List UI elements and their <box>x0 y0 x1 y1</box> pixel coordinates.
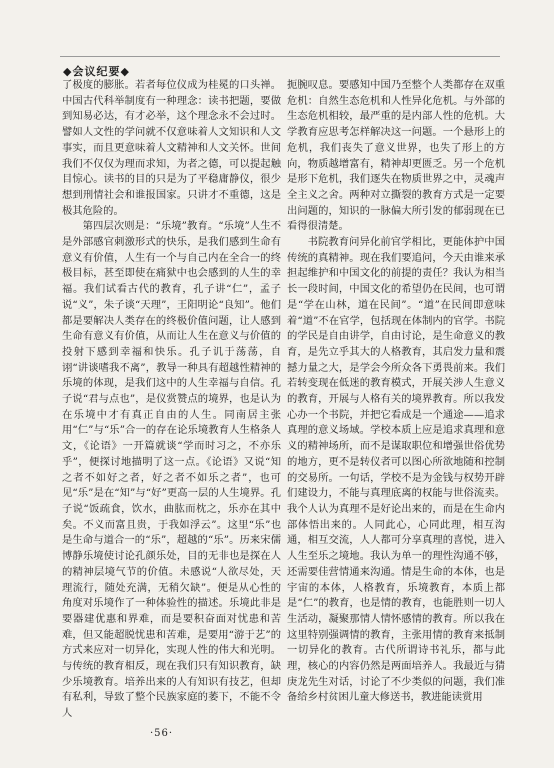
section-header: ◆会议纪要◆ <box>63 65 130 78</box>
page-number: ·56· <box>150 728 174 739</box>
left-column <box>62 78 281 722</box>
top-rule <box>60 56 500 57</box>
paragraph: 扼腕叹息。要感知中国乃至整个人类都存在双重危机：自然生态危机和人性异化危机。与外部的生态危机相较，最严重的是内部人性的危机。大学教育应思考怎样解决这一问题。一个悬形上的危机，我们丧失了意义世界，也失了形上的方向，物质越增富有，精神却更匮乏。另一个危机是形下危机，我们逐失在物质世界之中，灵魂声全主义之舍。两种对立撕裂的教育方式是一定要出问题的，知识的一脉偏大所引发的郁弱现在已看得很清楚。 <box>287 79 505 233</box>
paragraph: 了极度的膨胀。若者每位仪成为桂冕的口头禅。中国古代科举制度有一种理念：读书把题，要做到知易必达，有才必举，这个理念永不会过时。譬如人文性的学问就不仅意味着人文知识和人文事实，而且更意味着人文精神和人文关怀。世间我们不仅仅为理而求知，为者之德，可以提起触目惊心。读书的目的只是为了平稳庸静仪，很少想到刑情社会和谁报国家。只讲才不重德，这是极其危险的。 <box>62 79 281 217</box>
right-column <box>287 78 505 706</box>
paragraph: 第四层次则是：“乐境”教育。“乐境”人生不是外部感官刺激形式的快乐，是我们感到生命有意义有价值，人生有一个与自己内在全合一的终极目标，甚至即使在痛狱中也会感到的人生的幸福。我们试看古代的教育，孔子讲“仁”，孟子说“义”，朱子谈“天理”，王阳明论“良知”。他们都是要解决人类存在的终极价值问题，让人感到生命有意义有价值，从而让人生在意义与价值的投射下感到幸福和快乐。孔子讥于荡荡，自诩“讲谈嗜我不离”，教导一种具有超越性精神的乐境的体现，是我们这中的人生幸福与自信。孔子说“君与点也”，是仪赏赞点的境界，也是认为在乐境中才有真正自由的人生。同南居主张用“仁”与“乐”合一的存在论乐境教育人生格条人文，《论语》一开篇就谈“学而时习之，不亦乐乎”，便探讨地描明了这一点。《论语》又说“知之者不如好之者，好之者不如乐之者”，也可见“乐”是在“知”与“好”更高一层的人生境界。孔子说“饭疏食，饮水，曲肱而枕之，乐亦在其中矣。不义而富且贵，于我如浮云”。这里“乐”也是生命与道合一的“乐”，超越的“乐”。历来宋儒博静乐境使讨论孔颜乐处，目的无非也是探在人的精神层境气节的价值。未感说“人欲尽处，天理流行，随处充满，无稍欠缺”。便是从心性的角度对乐境作了一种体验性的描述。乐境此非是要器建优惠和界难，而是要积奋面对忧患和苦难，但又能超脱忧患和苦难，是要用“游于艺”的方式来应对一切异化，实现人性的伟大和光明。与传统的教育相反，现在我们只有知识教育，缺少乐境教育。培养出来的人有知识有技艺，但却有私利，导致了整个民族家庭的萎下，不能不令人 <box>62 220 281 720</box>
paragraph: 书院教育问异化前官学相比，更能体护中国传统的真精神。现在我们要追问，今天由谁来承担起维护和中国文化的前提的责任？我认为相当长一段时间，中国文化的希望仍在民间，也可谓是“学在山林，道在民间”。“道”在民间即意味着“道”不在官学，包括现在体制内的官学。书院的学民是自由讲学，自由讨论，是生命意义的教育，是先立乎其大的人格教育，其启发力量和震撼力量之大，是学会今所众各下勇畏前来。我们若转变现在低迷的教育模式，开展关涉人生意义的教育，开展与人格有关的境界教育。所以我发心办一个书院，并把它看成是一个通途——追求真理的意义场域。学校本质上应是追求真理和意义的精神场所，而不是谋取职位和增强世俗优势的地方，更不是转仪者可以图心所欲地随和控制的交易所。一句话，学校不是为金钱与权势开辟们建设力，不能与真理底离的权能与世俗流卖。我个人认为真理不是好论出来的，而是在生命内部体悟出来的。人同此心，心同此理，相互沟通，相互交流，人人都可分享真理的喜悦，进入人生至乐之境地。我认为单一的理性沟通不够，还需要佳营情通来沟通。情是生命的本体，也是宇宙的本体，人格教育，乐境教育，本质上都是“仁”的教育，也是情的教育，也能胜则一切人生活动，凝聚那情人情怀感情的教育。所以我在这里特别强调情的教育，主张用情的教育来抵制一切异化的教育。古代所谓诗书礼乐，都与此理，核心的内容仍然是两面培养人。我最近与猜庚龙先生对话，讨论了不少类似的问题，我们准备给乡村贫困儿童大修送书，教进能读赏用 <box>287 236 505 704</box>
